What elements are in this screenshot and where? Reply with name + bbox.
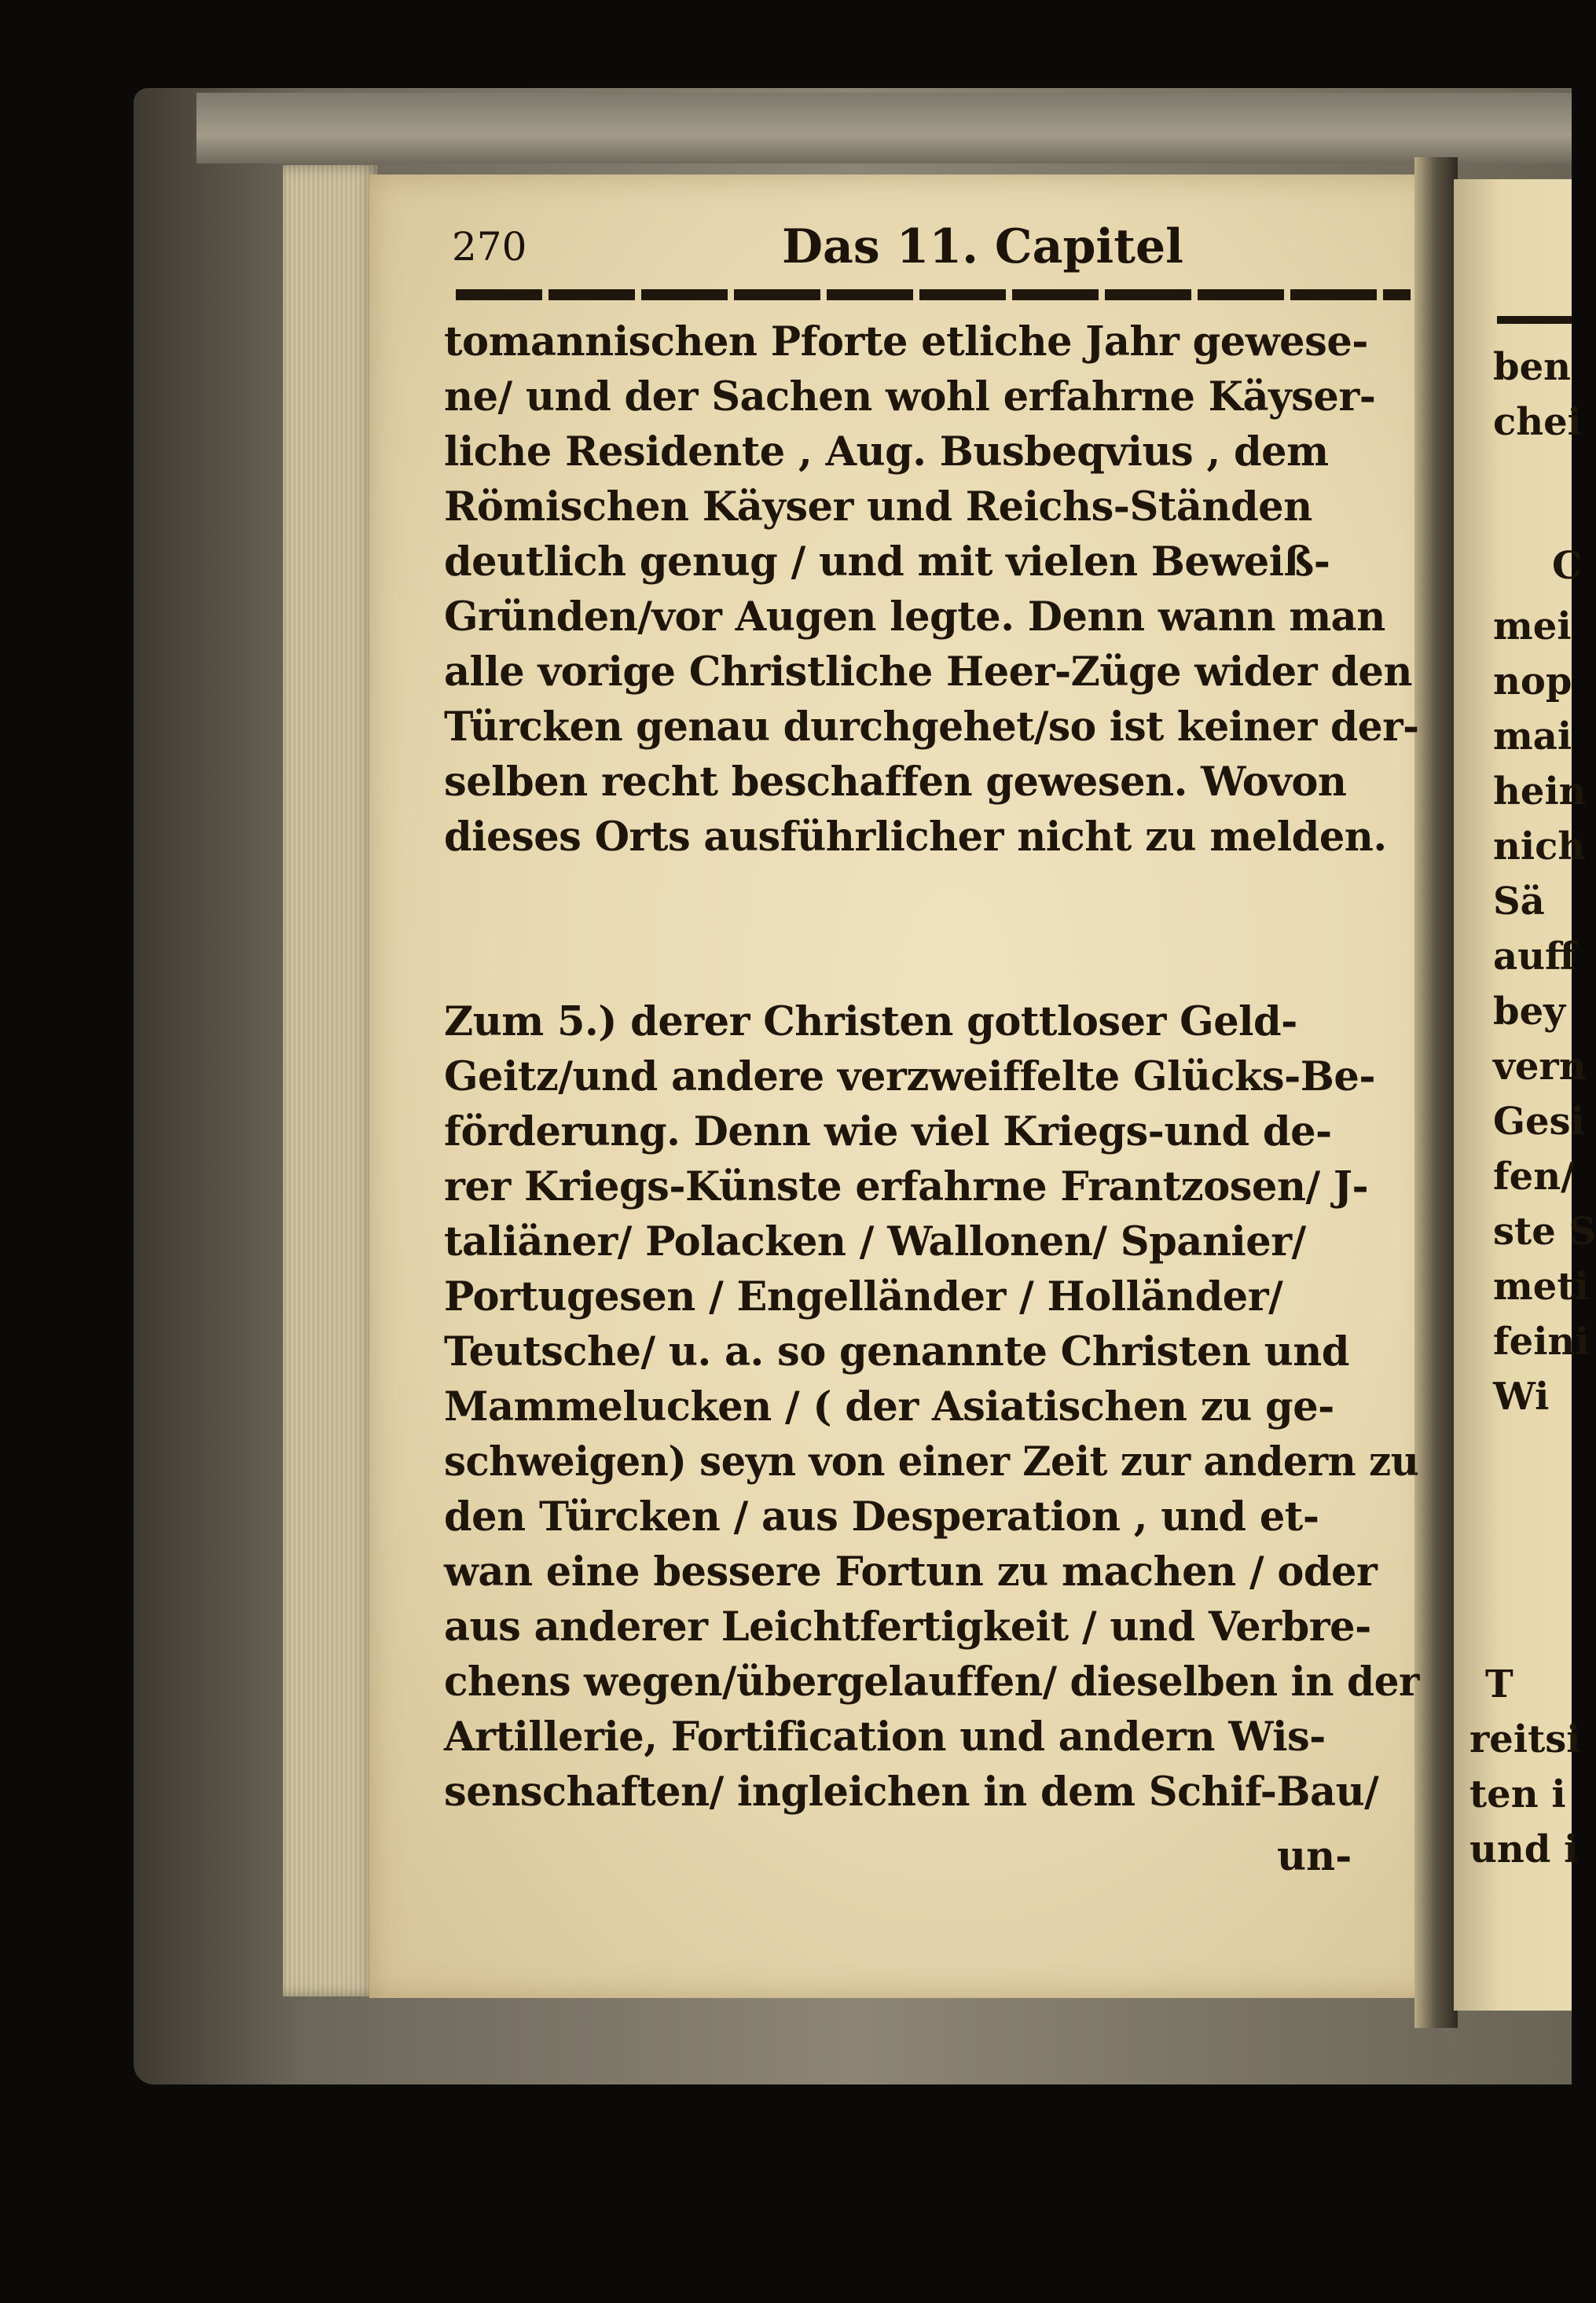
text-line: reitsi — [1469, 1717, 1581, 1761]
right-page-lines-top — [1493, 340, 1582, 450]
running-head — [452, 219, 1414, 287]
page-number: 270 — [452, 224, 527, 270]
text-line: Wi — [1493, 1375, 1550, 1419]
paragraph-1 — [444, 314, 1418, 865]
text-line: und i — [1469, 1827, 1579, 1871]
text-line: senschaften/ ingleichen in dem Schif-Bau/ — [444, 1769, 1379, 1816]
text-line: T — [1485, 1662, 1513, 1706]
text-line: bey — [1493, 990, 1565, 1034]
text-line: dieses Orts ausführlicher nicht zu melden. — [444, 814, 1387, 861]
text-line: Sä — [1493, 880, 1545, 924]
text-line: fen/ — [1493, 1155, 1575, 1199]
text-line: hein — [1493, 770, 1587, 814]
text-line: taliäner/ Polacken / Wallonen/ Spanier/ — [444, 1218, 1306, 1265]
text-line: Geitz/und andere verzweiffelte Glücks-Be- — [444, 1053, 1375, 1100]
catchword: un- — [1277, 1833, 1352, 1880]
text-line: meti — [1493, 1265, 1589, 1309]
text-line: nich — [1493, 825, 1586, 869]
text-line: chens wegen/übergelauffen/ dieselben in der — [444, 1658, 1419, 1706]
text-line: chei — [1493, 400, 1582, 444]
text-line: ben — [1493, 345, 1571, 389]
text-line: mai — [1493, 714, 1572, 758]
book-gutter — [1414, 157, 1458, 2028]
text-line: Artillerie, Fortification und andern Wis- — [444, 1713, 1326, 1761]
text-line: ste S — [1493, 1210, 1596, 1254]
text-line: ne/ und der Sachen wohl erfahrne Käyser- — [444, 373, 1376, 421]
text-line: Türcken genau durchgehet/so ist keiner der- — [444, 703, 1419, 751]
text-line: Teutsche/ u. a. so genannte Christen und — [444, 1328, 1349, 1376]
text-line: rer Kriegs-Künste erfahrne Frantzosen/ J- — [444, 1163, 1369, 1210]
text-line: aus anderer Leichtfertigkeit / und Verbre- — [444, 1603, 1371, 1651]
right-page-lines-bottom — [1469, 1657, 1581, 1877]
chapter-heading: Das 11. Capitel — [782, 219, 1183, 274]
text-line: selben recht beschaffen gewesen. Wovon — [444, 758, 1347, 806]
page-edges — [283, 165, 377, 1996]
text-line: feini — [1493, 1320, 1590, 1364]
text-line: liche Residente , Aug. Busbeqvius , dem — [444, 428, 1329, 476]
header-rule — [456, 289, 1411, 300]
text-line: schweigen) seyn von einer Zeit zur andern zu — [444, 1438, 1419, 1486]
text-line: förderung. Denn wie viel Kriegs-und de- — [444, 1108, 1332, 1155]
text-line: deutlich genug / und mit vielen Beweiß- — [444, 538, 1330, 586]
text-line: Römischen Käyser und Reichs-Ständen — [444, 483, 1312, 531]
text-line: Portugesen / Engelländer / Holländer/ — [444, 1273, 1283, 1320]
text-line: den Türcken / aus Desperation , und et- — [444, 1493, 1319, 1541]
text-line: tomannischen Pforte etliche Jahr gewese- — [444, 318, 1368, 365]
book-top-edge — [196, 93, 1572, 163]
right-page-rule — [1497, 316, 1572, 324]
text-line: alle vorige Christliche Heer-Züge wider den — [444, 648, 1413, 696]
right-page-heading-letter: C — [1552, 544, 1583, 588]
text-line: mei — [1493, 604, 1572, 648]
text-line: vern — [1493, 1045, 1587, 1089]
text-line: wan eine bessere Fortun zu machen / oder — [444, 1548, 1378, 1596]
text-line: Zum 5.) derer Christen gottloser Geld- — [444, 998, 1297, 1045]
text-line: Gründen/vor Augen legte. Denn wann man — [444, 593, 1385, 641]
text-line: ten i — [1469, 1772, 1566, 1816]
text-line: Mammelucken / ( der Asiatischen zu ge- — [444, 1383, 1334, 1431]
text-line: nop — [1493, 659, 1572, 703]
right-page-lines-mid — [1493, 599, 1596, 1424]
text-line: Gesi — [1493, 1100, 1585, 1144]
paragraph-2 — [444, 994, 1418, 1820]
text-line: auff — [1493, 935, 1576, 979]
